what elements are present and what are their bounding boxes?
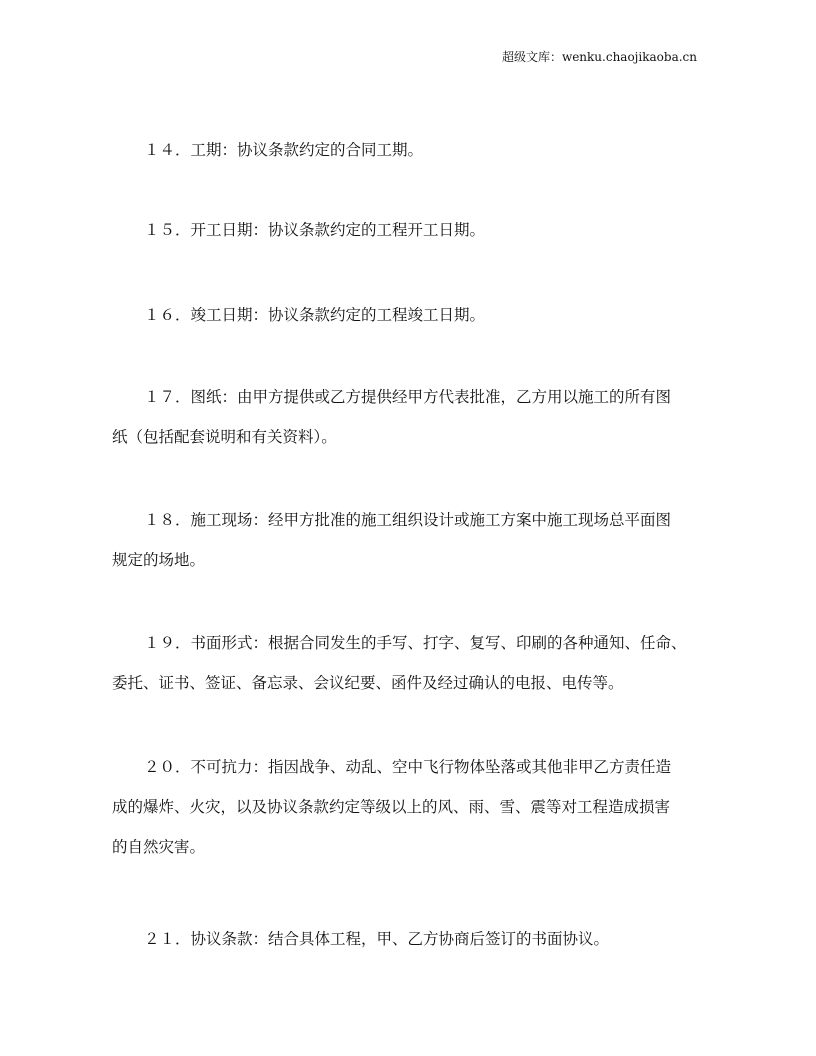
paragraph-14 <box>112 130 712 170</box>
paragraph-line: ２０．不可抗力：指因战争、动乱、空中飞行物体坠落或其他非甲乙方责任造 <box>144 758 672 776</box>
paragraph-21 <box>112 919 712 959</box>
paragraph-16 <box>112 295 712 335</box>
page-header-site: 超级文库：wenku.chaojikaoba.cn <box>501 50 697 64</box>
paragraph-17 <box>112 377 712 457</box>
paragraph-line: 的自然灾害。 <box>112 838 206 856</box>
paragraph-line: １９．书面形式：根据合同发生的手写、打字、复写、印刷的各种通知、任命、 <box>144 634 687 652</box>
paragraph-line: １４．工期：协议条款约定的合同工期。 <box>144 141 424 159</box>
paragraph-15 <box>112 210 712 250</box>
paragraph-18 <box>112 500 712 580</box>
paragraph-line: １７．图纸：由甲方提供或乙方提供经甲方代表批准，乙方用以施工的所有图 <box>144 388 672 406</box>
paragraph-line: １５．开工日期：协议条款约定的工程开工日期。 <box>144 221 486 239</box>
paragraph-line: 成的爆炸、火灾，以及协议条款约定等级以上的风、雨、雪、震等对工程造成损害 <box>112 798 671 816</box>
paragraph-line: ２１．协议条款：结合具体工程，甲、乙方协商后签订的书面协议。 <box>144 930 610 948</box>
paragraph-19 <box>112 623 712 703</box>
paragraph-20 <box>112 747 712 867</box>
paragraph-line: １６．竣工日期：协议条款约定的工程竣工日期。 <box>144 306 486 324</box>
paragraph-line: 委托、证书、签证、备忘录、会议纪要、函件及经过确认的电报、电传等。 <box>112 674 624 692</box>
paragraph-line: 规定的场地。 <box>112 551 206 569</box>
paragraph-line: 纸（包括配套说明和有关资料）。 <box>112 428 337 446</box>
paragraph-line: １８．施工现场：经甲方批准的施工组织设计或施工方案中施工现场总平面图 <box>144 511 672 529</box>
